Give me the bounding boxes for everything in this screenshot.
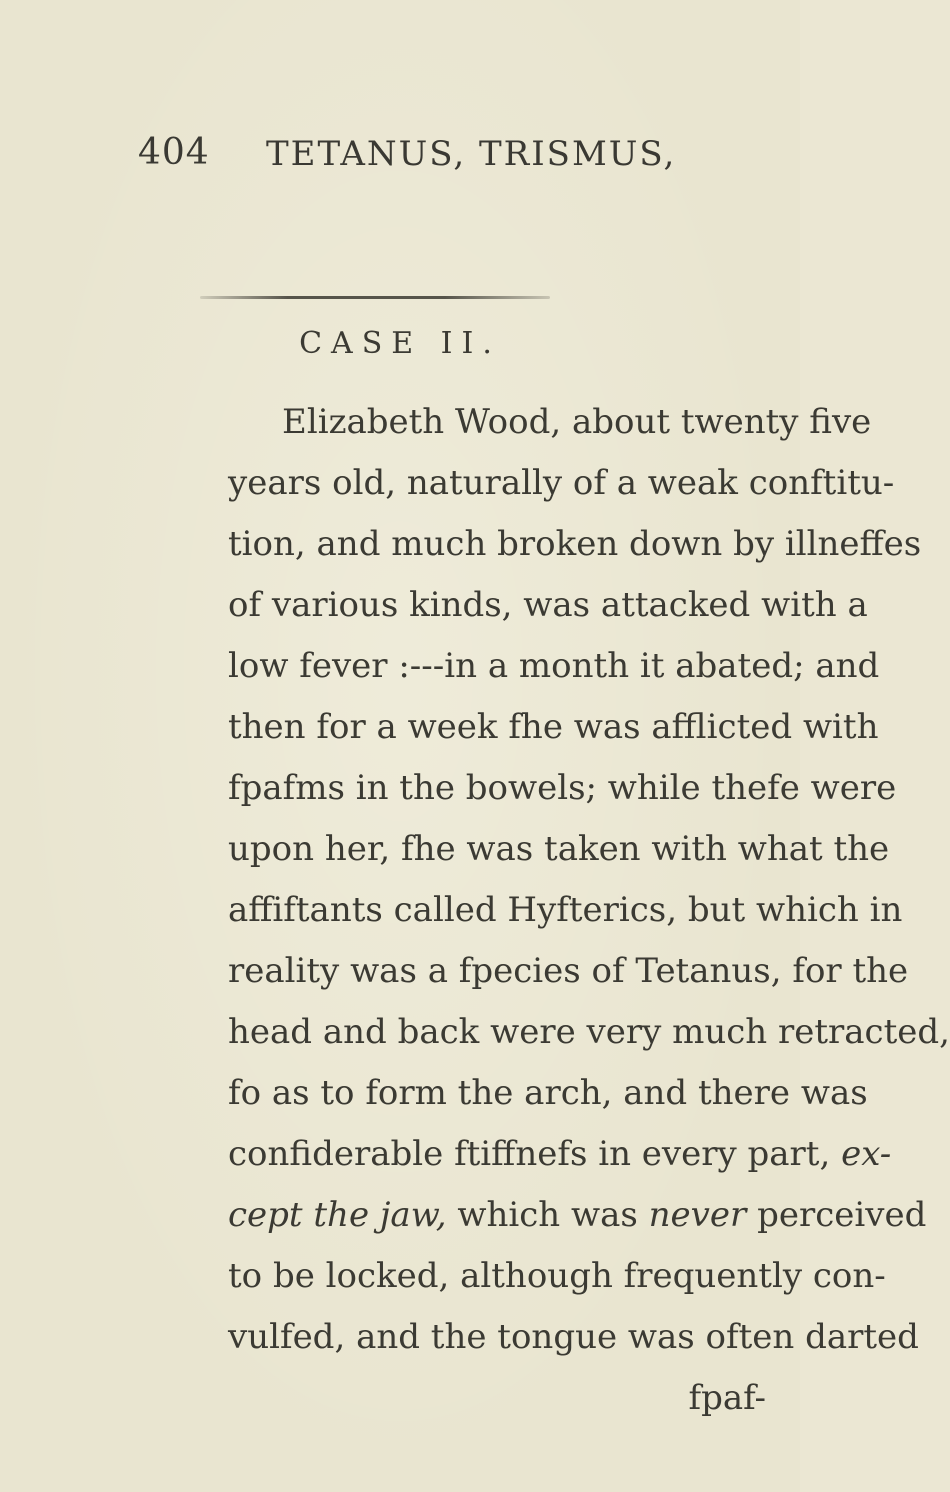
text-line: head and back were very much retracted, (228, 1012, 950, 1052)
text-line-segment: which was (457, 1195, 638, 1235)
text-line: upon her, fhe was taken with what the (228, 829, 890, 869)
text-line-segment: perceived (757, 1195, 927, 1235)
italic-word: ex- (841, 1134, 892, 1174)
text-line: Elizabeth Wood, about twenty five (282, 402, 872, 442)
text-line: then for a week fhe was afflicted with (228, 707, 879, 747)
text-line (228, 1124, 892, 1185)
text-line: fo as to form the arch, and there was (228, 1073, 868, 1113)
page-number: 404 (138, 132, 210, 173)
text-line: fpafms in the bowels; while thefe were (228, 768, 897, 808)
running-title: TETANUS, TRISMUS, (266, 134, 677, 174)
case-heading: CASE II. (299, 326, 501, 361)
italic-word: never (648, 1195, 747, 1235)
text-line: of various kinds, was attacked with a (228, 585, 868, 625)
text-line (228, 1185, 927, 1246)
text-line: to be locked, although frequently con- (228, 1256, 886, 1296)
section-divider (200, 296, 550, 299)
catchword: fpaf- (688, 1378, 766, 1418)
text-line: low fever :---in a month it abated; and (228, 646, 880, 686)
text-line: affiftants called Hyfterics, but which in (228, 890, 903, 930)
text-line: vulfed, and the tongue was often darted (228, 1317, 919, 1357)
page-header (138, 132, 758, 188)
text-line: reality was a fpecies of Tetanus, for the (228, 951, 909, 991)
text-line: years old, naturally of a weak conftitu- (228, 463, 895, 503)
italic-phrase: cept the jaw, (228, 1195, 447, 1235)
text-line: tion, and much broken down by illneffes (228, 524, 922, 564)
body-text (228, 392, 950, 1429)
text-line-segment: confiderable ftiffnefs in every part, (228, 1134, 831, 1174)
